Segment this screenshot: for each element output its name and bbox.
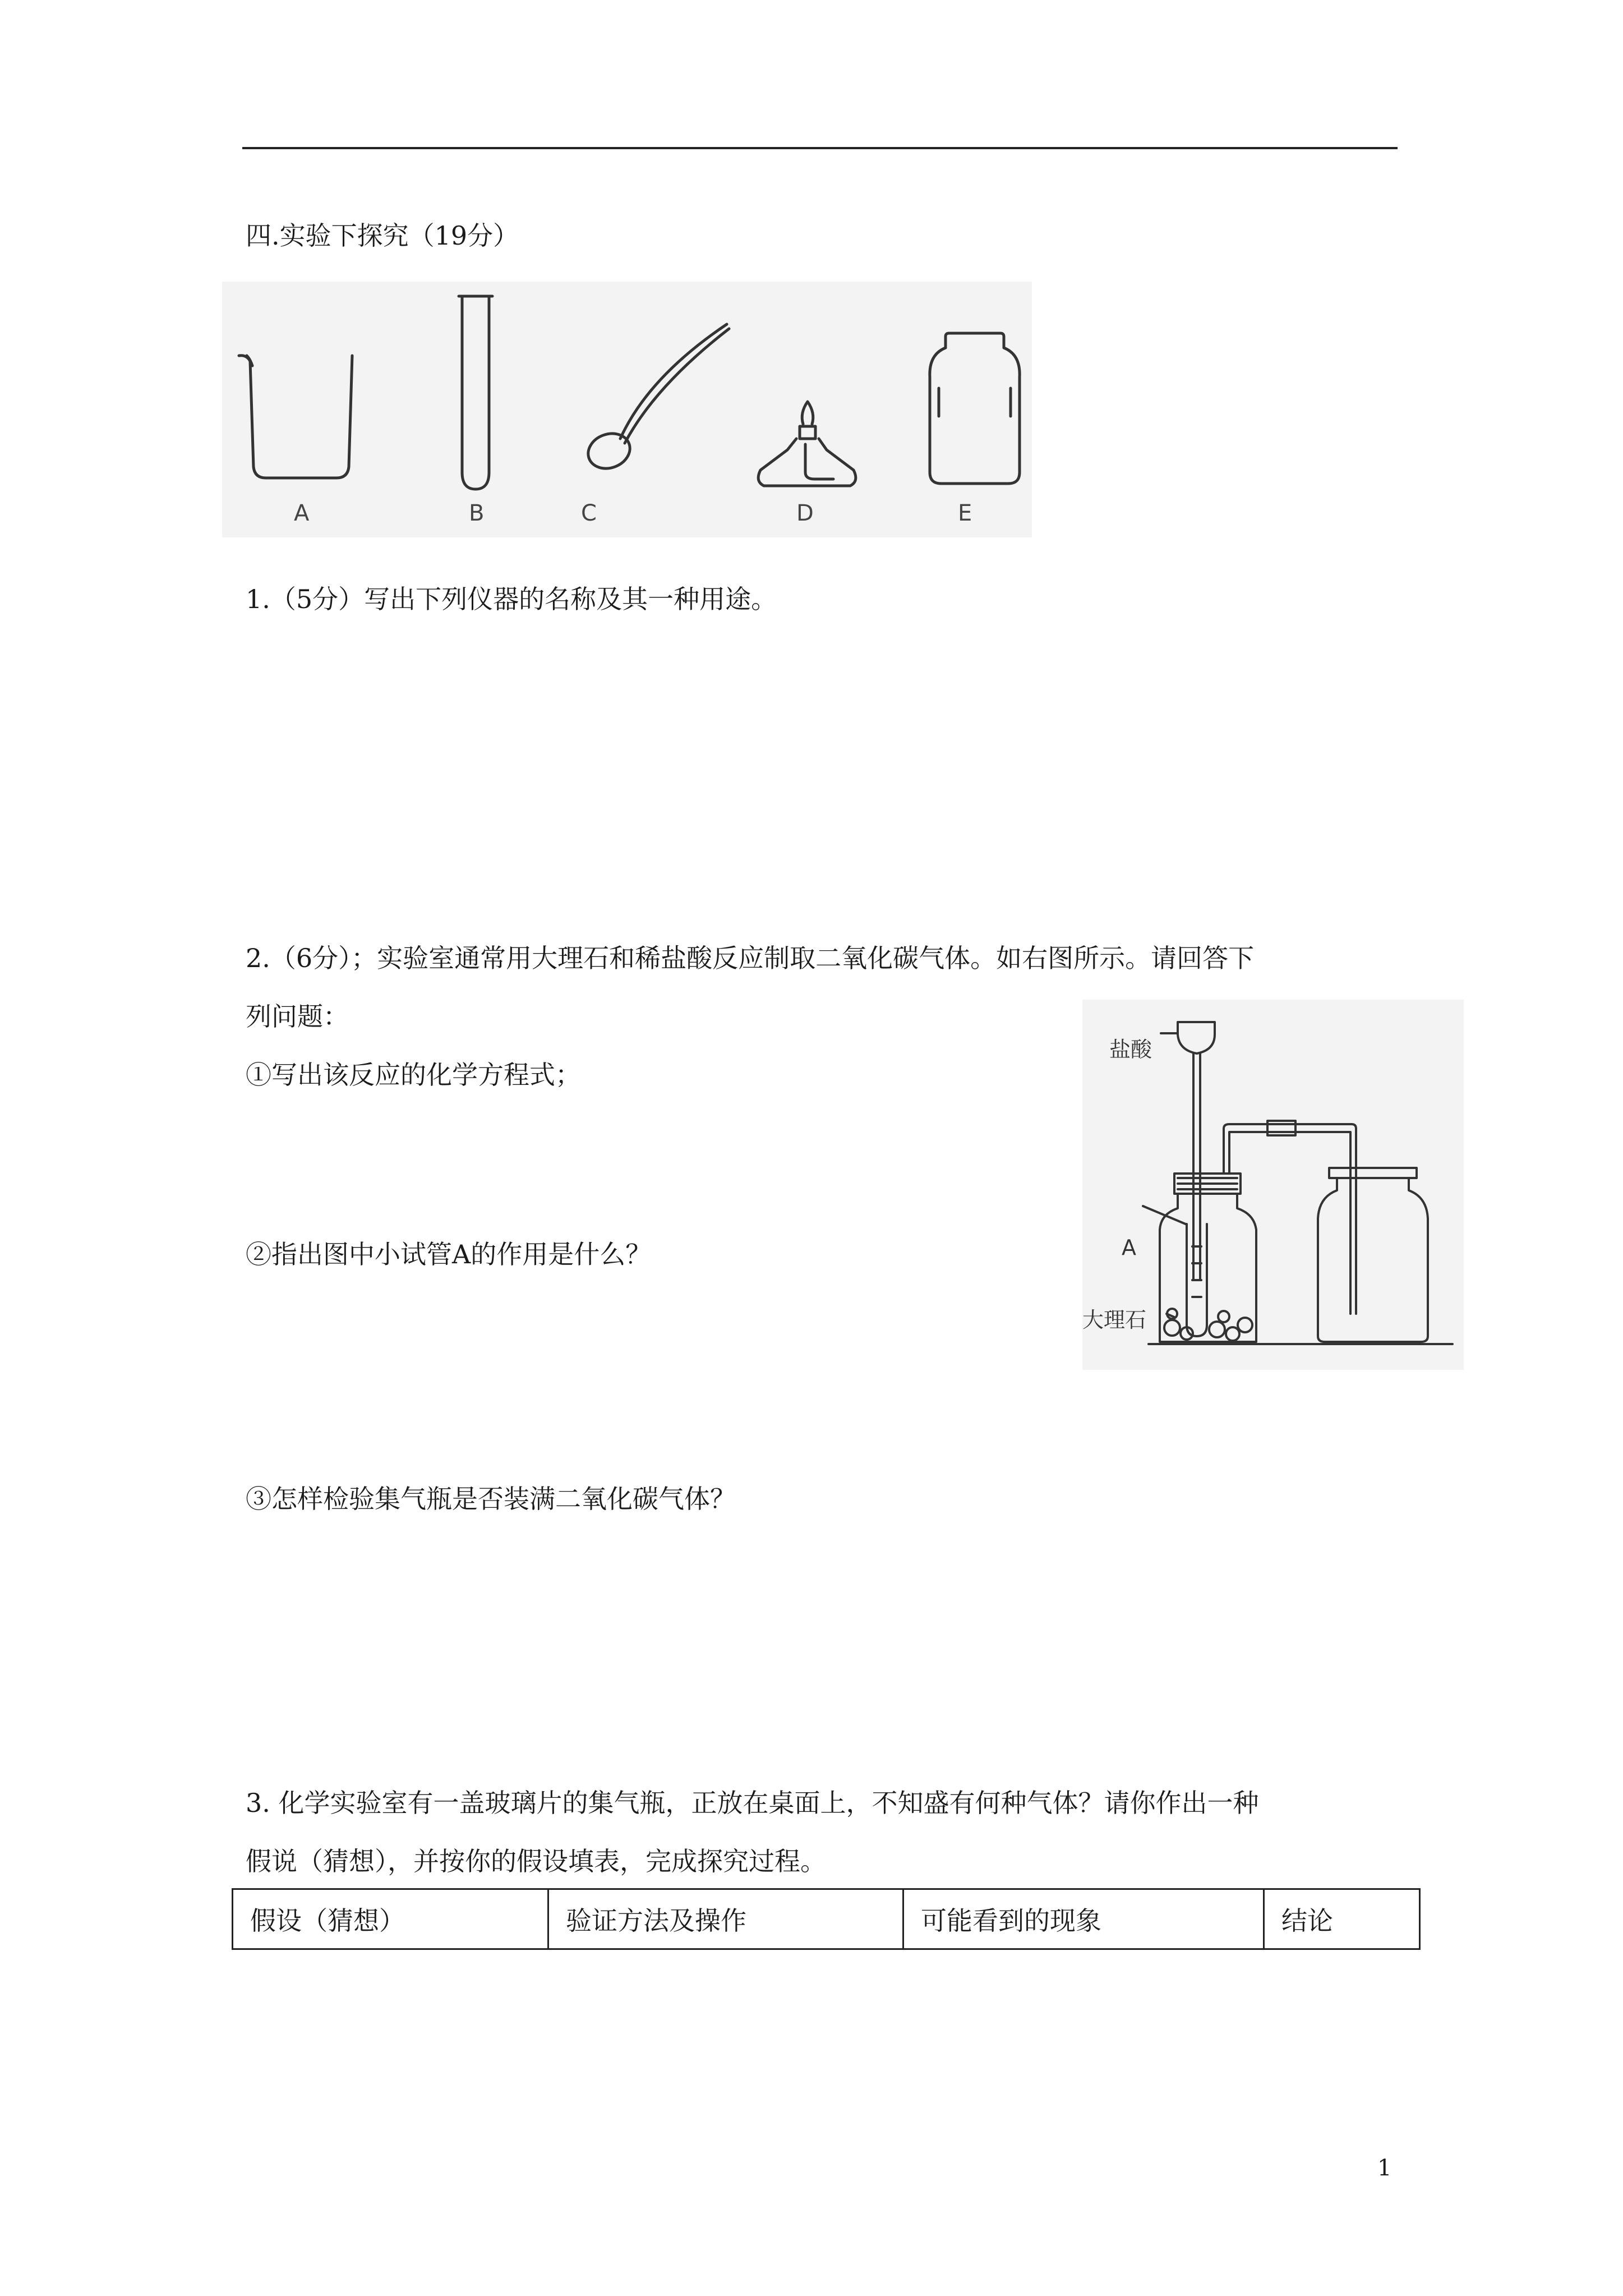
test-tube-icon — [459, 296, 492, 489]
gas-collection-bottle-icon — [1318, 1168, 1428, 1342]
figure-label-b: B — [469, 500, 485, 526]
question-2-sub-3: ③怎样检验集气瓶是否装满二氧化碳气体？ — [246, 1484, 736, 1514]
table-header-conclusion: 结论 — [1264, 1889, 1420, 1949]
figure-label-e: E — [958, 500, 972, 526]
label-acid: 盐酸 — [1109, 1037, 1152, 1062]
question-2-sub-1: ①写出该反应的化学方程式； — [246, 1060, 581, 1090]
section-title: 四.实验下探究（19分） — [246, 220, 519, 251]
question-1: 1.（5分）写出下列仪器的名称及其一种用途。 — [246, 584, 777, 614]
page-number: 1 — [1377, 2155, 1392, 2181]
small-test-tube-a-icon — [1187, 1224, 1207, 1336]
instruments-figure — [222, 282, 1032, 537]
question-2-line-1: 2.（6分）；实验室通常用大理石和稀盐酸反应制取二氧化碳气体。如右图所示。请回答下 — [246, 943, 1255, 973]
gas-jar-icon — [930, 333, 1020, 484]
label-tube-a: A — [1122, 1235, 1136, 1260]
label-marble: 大理石 — [1082, 1308, 1147, 1332]
question-3-line-1: 3. 化学实验室有一盖玻璃片的集气瓶，正放在桌面上，不知盛有何种气体？请你作出一种 — [246, 1788, 1259, 1818]
beaker-icon — [239, 356, 352, 478]
table-header-phenomenon: 可能看到的现象 — [903, 1889, 1264, 1949]
table-header-row — [233, 1889, 1420, 1949]
header-rule — [242, 147, 1398, 149]
combustion-spoon-icon — [583, 324, 729, 474]
instruments-drawing — [222, 282, 1032, 537]
delivery-tube-icon — [1224, 1124, 1356, 1314]
hypothesis-table — [232, 1888, 1421, 1950]
table-header-method: 验证方法及操作 — [548, 1889, 903, 1949]
figure-label-c: C — [581, 500, 597, 526]
figure-label-a: A — [294, 500, 310, 526]
marble-chips-icon — [1164, 1309, 1252, 1341]
question-2-line-2: 列问题： — [246, 1001, 349, 1032]
co2-apparatus-figure — [1082, 1000, 1464, 1370]
question-3-line-2: 假说（猜想），并按你的假设填表，完成探究过程。 — [246, 1846, 826, 1876]
question-2-sub-2: ②指出图中小试管A的作用是什么？ — [246, 1239, 652, 1269]
alcohol-lamp-icon — [758, 402, 856, 486]
figure-label-d: D — [796, 500, 814, 526]
table-header-hypothesis: 假设（猜想） — [233, 1889, 548, 1949]
